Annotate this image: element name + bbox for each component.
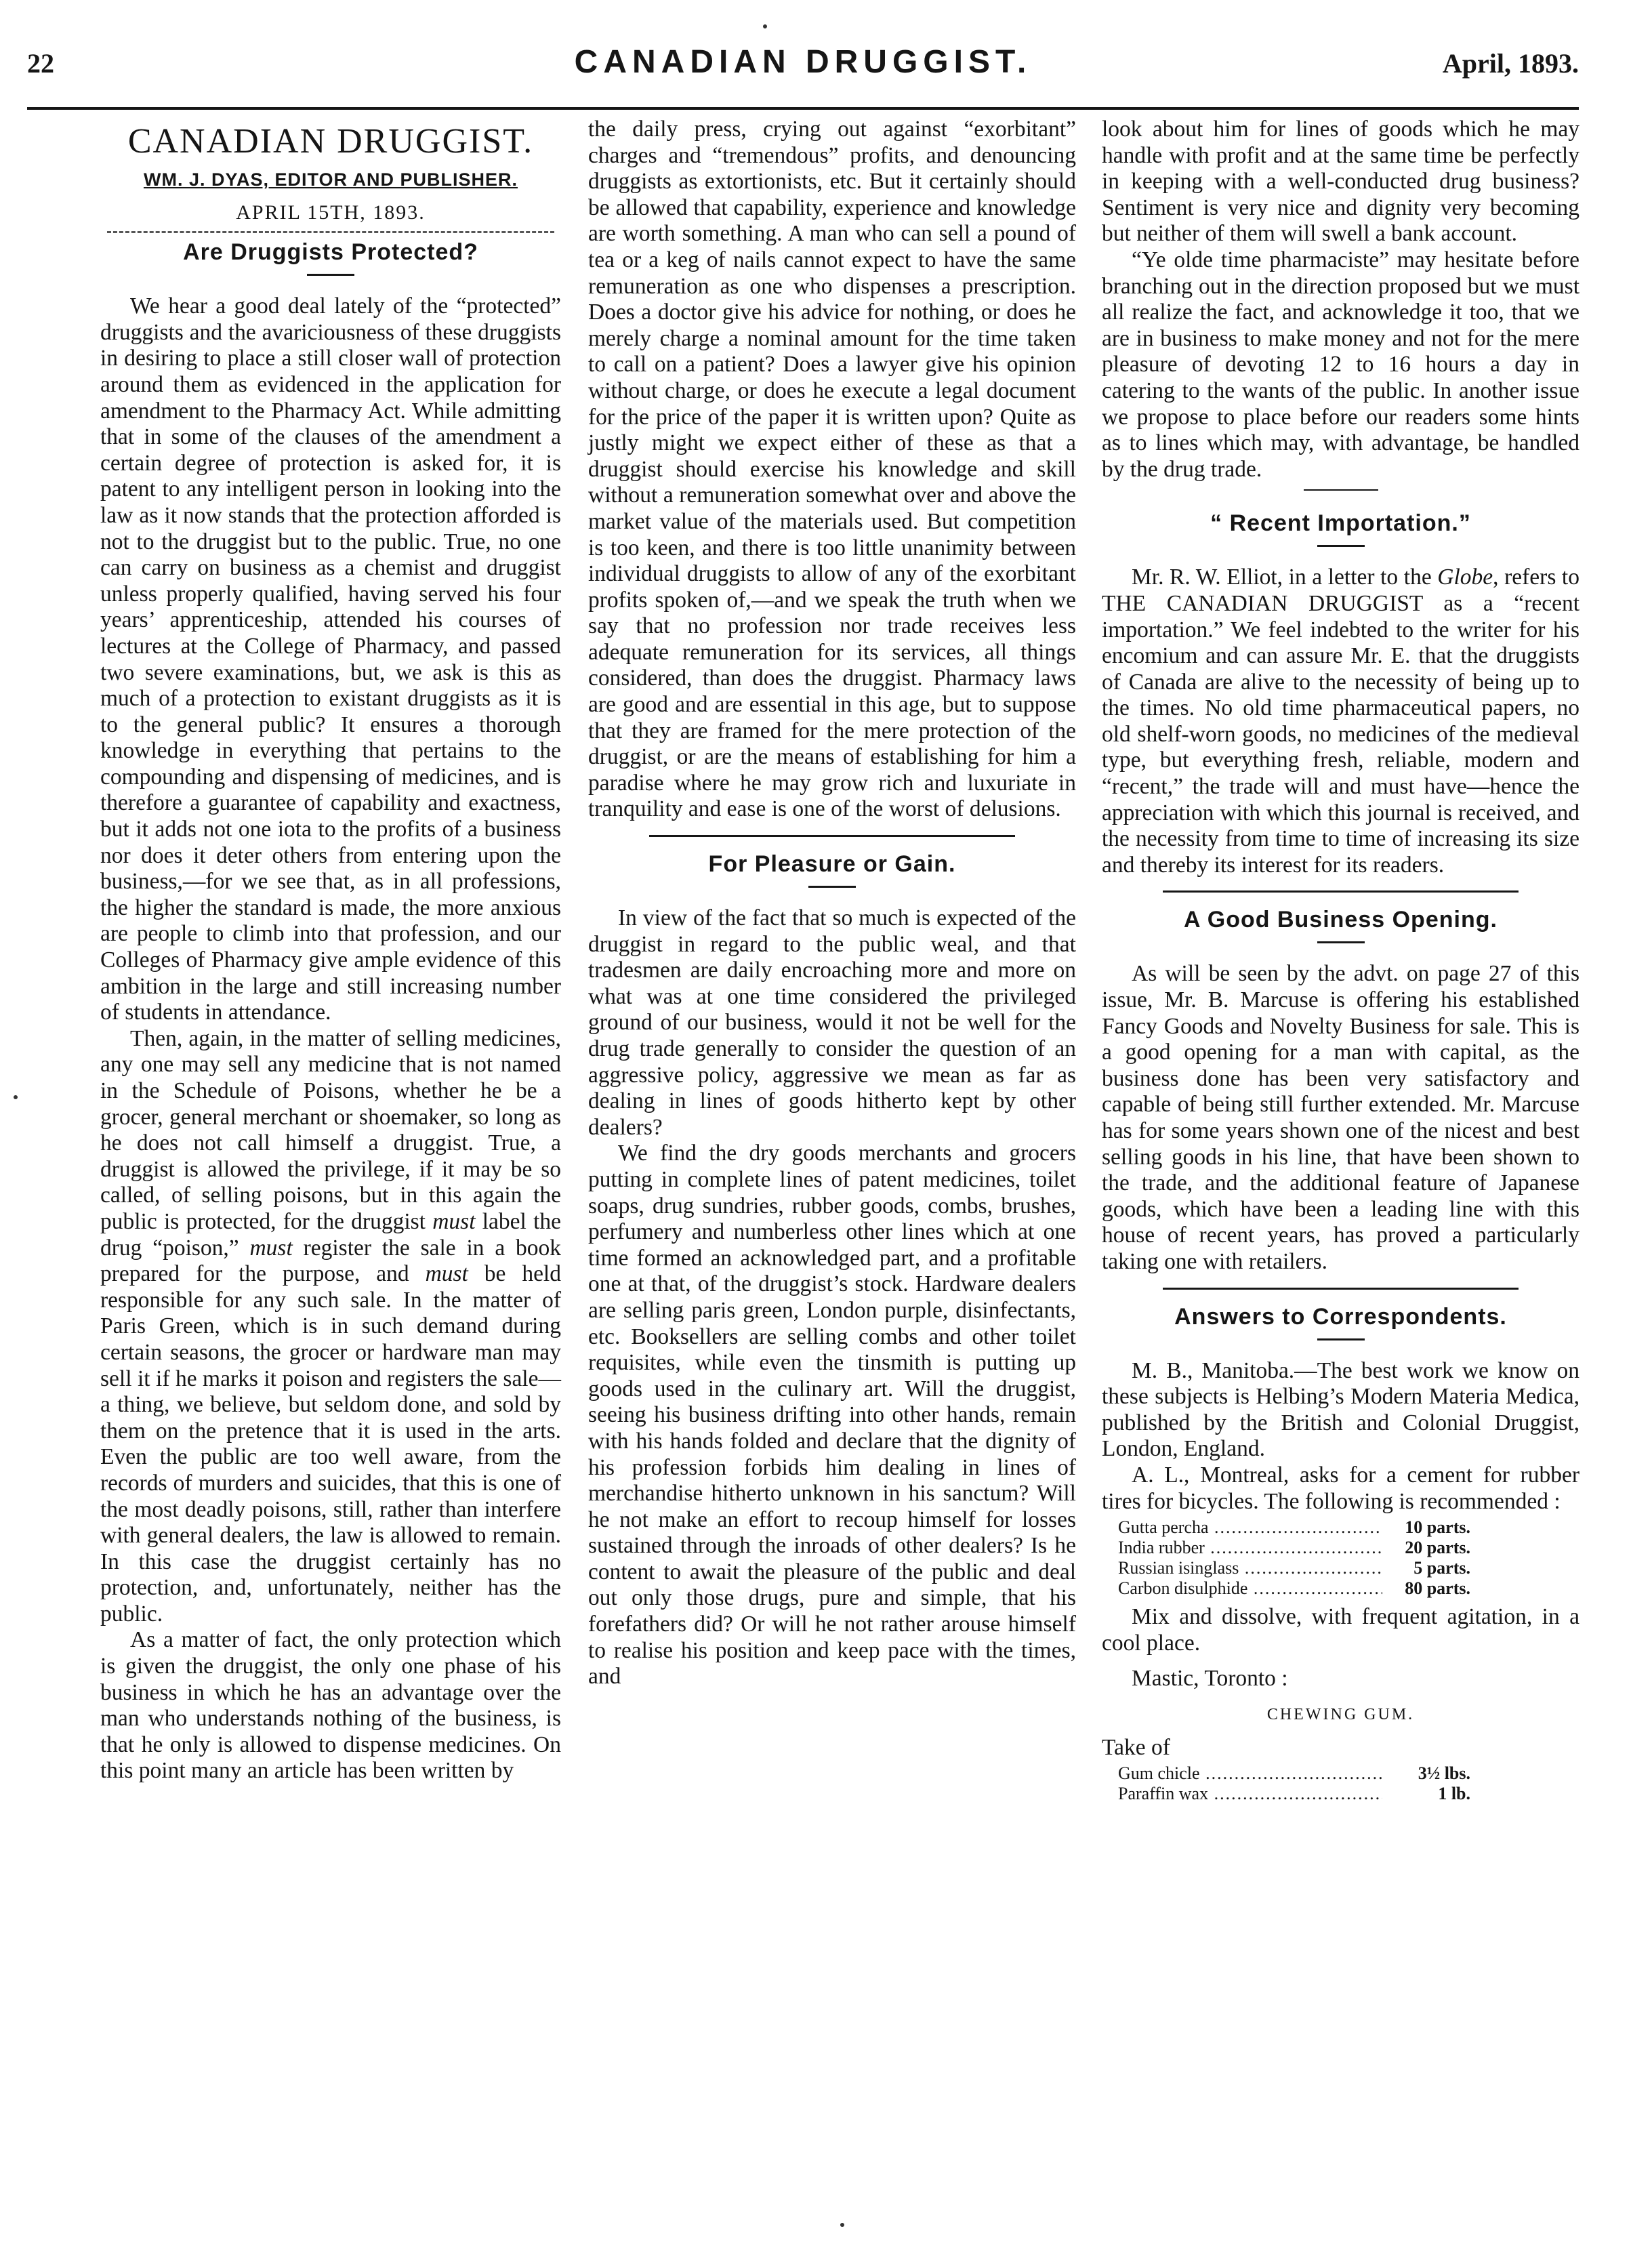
paragraph: In view of the fact that so much is expected of the druggist in regard to the public weal, and that tradesmen are daily encroaching more and more on what was at one time considered the privileged ground of our business, would it not be well for the drug trade generally to consider the question of an aggressive policy, aggressive we mean as far as dealing in lines of goods hitherto kept by other dealers? bbox=[588, 905, 1076, 1140]
paragraph: We hear a good deal lately of the “protected” druggists and the avariciousness of these druggists in desiring to place a still closer wall of protection around them as evidenced in the application for amendment to the Pharmacy Act. While admitting that in some of the clauses of the amendment a certain degree of protection is asked for, it is patent to any intelligent person in looking into the law as it now stands that the protection afforded is not to the druggist but to the public. True, no one can carry on business as a chemist and druggist unless properly qualified, having served his four years’ apprenticeship, attended his courses of lectures at the College of Pharmacy, and passed two severe examinations, but, we ask is this as much of a protection to existant druggists as it is to the general public? It ensures a thorough knowledge in everything that pertains to the compounding and dispensing of medicines, and is therefore a guarantee of capability and exactness, but it adds not one iota to the profits of a business nor does it deter others from entering upon the business,—for we see that, as in all professions, the higher the standard is made, the more anxious are people to climb into that profession, and our Colleges of Pharmacy give ample evidence of this ambition in the large and still increasing number of students in attendance. bbox=[100, 293, 561, 1025]
paragraph: M. B., Manitoba.—The best work we know on these subjects is Helbing’s Modern Materia Medica, published by the British and Colonial Druggist, London, England. bbox=[1102, 1357, 1579, 1462]
running-title: CANADIAN DRUGGIST. bbox=[574, 44, 1032, 80]
paragraph: look about him for lines of goods which he may handle with profit and at the same time be perfectly in keeping with a well-conducted drug business? Sentiment is very nice and dignity very becoming but neither of them will swell a bank account. bbox=[1102, 117, 1579, 247]
divider bbox=[649, 835, 1015, 837]
heading-for-pleasure-or-gain: For Pleasure or Gain. bbox=[708, 851, 956, 878]
recipe-row: Carbon disulphide ..... 80 parts. bbox=[1118, 1578, 1470, 1599]
divider bbox=[307, 274, 354, 276]
recipe-row: Gum chicle ..... 3½ lbs. bbox=[1118, 1763, 1470, 1784]
divider bbox=[1163, 890, 1519, 893]
heading-recent-importation: “ Recent Importation.” bbox=[1210, 510, 1471, 537]
divider bbox=[1163, 1288, 1519, 1290]
paragraph: As will be seen by the advt. on page 27 of this issue, Mr. B. Marcuse is offering his established Fancy Goods and Novelty Business for sale. This is a good opening for a man with capital, as the business done has been very satisfactory and capable of being still further extended. Mr. Marcuse has for some years shown one of the nicest and best selling goods in his line, that have been shown to the trade, and the additional feature of Japanese goods, which have been a leading line with this house of recent years, has proved a particularly taking one with retailers. bbox=[1102, 961, 1579, 1274]
paragraph: We find the dry goods merchants and grocers putting in complete lines of patent medicines, toilet soaps, drug sundries, rubber goods, combs, brushes, perfumery and numberless other lines which at one time formed an acknowledged part, and a profitable one at that, of the druggist’s stock. Hardware dealers are selling paris green, London purple, disinfectants, etc. Booksellers are selling combs and other toilet requisites, while even the tinsmith is putting up goods used in the culinary art. Will the druggist, seeing his business drifting into other hands, remain with his hands folded and declare that the dignity of his profession forbids him dealing in lines of merchandise hitherto unknown in his sanctum? Will he not make an effort to recoup himself for losses sustained through the inroads of other dealers? Is he content to await the pleasure of the public and deal out only those drugs, pure and simple, that his forefathers did? Or will he not rather arouse himself to realise his position and keep pace with the times, and bbox=[588, 1141, 1076, 1690]
column-3 bbox=[1102, 117, 1579, 1809]
heading-good-business-opening: A Good Business Opening. bbox=[1184, 907, 1498, 933]
recipe-row: Russian isinglass ..... 5 parts. bbox=[1118, 1558, 1470, 1578]
column-1 bbox=[100, 117, 561, 1784]
masthead-title: CANADIAN DRUGGIST. bbox=[127, 122, 534, 161]
print-speck bbox=[763, 24, 767, 28]
paragraph: A. L., Montreal, asks for a cement for rubber tires for bicycles. The following is recommended : bbox=[1102, 1462, 1579, 1514]
column-2 bbox=[588, 117, 1076, 1690]
chewing-gum-heading: CHEWING GUM. bbox=[1266, 1705, 1415, 1723]
recipe-row: Paraffin wax ..... 1 lb. bbox=[1118, 1784, 1470, 1804]
paragraph: As a matter of fact, the only protection which is given the druggist, the only one phase of his business in which he has an advantage over the man who understands nothing of the business, is that he only is allowed to dispense medicines. On this point many an article has been written by bbox=[100, 1627, 561, 1784]
paragraph: the daily press, crying out against “exorbitant” charges and “tremendous” profits, and denouncing druggists as extortionists, etc. But it certainly should be allowed that capability, experience and knowledge are worth something. A man who can sell a pound of tea or a keg of nails cannot expect to have the same remuneration as one who dispenses a prescription. Does a doctor give his advice for nothing, or does he merely charge a nominal amount for the time taken to call on a patient? Does a lawyer give his opinion without charge, or does he execute a legal document for the price of the paper it is written upon? Quite as justly might we expect either of these as that a druggist should exercise his knowledge and skill without a remuneration somewhat over and above the market value of the materials used. But competition is too keen, and there is too little unanimity between individual druggists to allow of any of the exorbitant profits spoken of,—and we speak the truth when we say that no profession nor trade receives less adequate remuneration for its services, all things considered, than does the druggist. Pharmacy laws are good and are essential in this age, but to suppose that they are framed for the mere protection of the druggist, or are the means of establishing for him a paradise where he may grow rich and luxuriate in tranquility and ease is one of the worst of delusions. bbox=[588, 117, 1076, 822]
page-number: 22 bbox=[27, 48, 54, 79]
take-of-label: Take of bbox=[1102, 1734, 1170, 1760]
recipe-row: India rubber ..... 20 parts. bbox=[1118, 1538, 1470, 1558]
print-speck bbox=[840, 2223, 844, 2227]
masthead-date: APRIL 15TH, 1893. bbox=[236, 201, 426, 224]
gum-recipe bbox=[1118, 1763, 1579, 1804]
paragraph: Mr. R. W. Elliot, in a letter to the Globe, refers to THE CANADIAN DRUGGIST as a “recent importation.” We feel indebted to the writer for his encomium and can assure Mr. E. that the druggists of Canada are alive to the necessity of being up to the times. No old time pharmaceutical papers, no old shelf-worn goods, no medicines of the medieval type, but everything fresh, reliable, modern and “recent,” the trade will and must have—hence the appreciation with which this journal is received, and the necessity from time to time of increasing its size and thereby its interest for its readers. bbox=[1102, 565, 1579, 878]
divider bbox=[1304, 489, 1378, 491]
page-header bbox=[27, 41, 1579, 95]
divider bbox=[1317, 545, 1365, 547]
heading-are-druggists-protected: Are Druggists Protected? bbox=[183, 239, 478, 266]
recipe-row: Gutta percha ..... 10 parts. bbox=[1118, 1517, 1470, 1538]
print-speck bbox=[14, 1095, 18, 1099]
paragraph: Mix and dissolve, with frequent agitation, in a cool place. bbox=[1102, 1604, 1579, 1656]
divider bbox=[1317, 1338, 1365, 1340]
divider bbox=[1317, 941, 1365, 943]
paragraph: Mastic, Toronto : bbox=[1132, 1666, 1288, 1692]
editor-line: WM. J. DYAS, EDITOR AND PUBLISHER. bbox=[143, 169, 518, 190]
header-rule bbox=[27, 107, 1579, 110]
divider bbox=[808, 886, 856, 888]
issue-date: April, 1893. bbox=[1442, 48, 1579, 79]
paragraph: Then, again, in the matter of selling medicines, any one may sell any medicine that is not named in the Schedule of Poisons, whether he be a grocer, general merchant or shoemaker, so long as he does not call himself a druggist. True, a druggist is allowed the privilege, if it may be so called, of selling poisons, but in this again the public is protected, for the druggist must label the drug “poison,” must register the sale in a book prepared for the purpose, and must be held responsible for any such sale. In the matter of Paris Green, which is in such demand during certain seasons, the grocer or hardware man may sell it if he marks it poison and registers the sale—a thing, we believe, but seldom done, and sold by them on the pretence that it is used in the arts. Even the public are too well aware, from the records of murders and suicides, that this is one of the most deadly poisons, still, rather than interfere with general dealers, the law is allowed to remain. In this case the druggist certainly has no protection, and, unfortunately, neither has the public. bbox=[100, 1025, 561, 1626]
heading-answers-to-correspondents: Answers to Correspondents. bbox=[1174, 1303, 1507, 1330]
divider bbox=[107, 231, 554, 233]
cement-recipe bbox=[1118, 1517, 1579, 1599]
paragraph: “Ye olde time pharmaciste” may hesitate before branching out in the direction proposed but we must all realize the fact, and acknowledge it too, that we are in business to make money and not for the mere pleasure of devoting 12 to 16 hours a day in catering to the wants of the public. In another issue we propose to place before our readers some hints as to lines which may, with advantage, be handled by the drug trade. bbox=[1102, 247, 1579, 482]
